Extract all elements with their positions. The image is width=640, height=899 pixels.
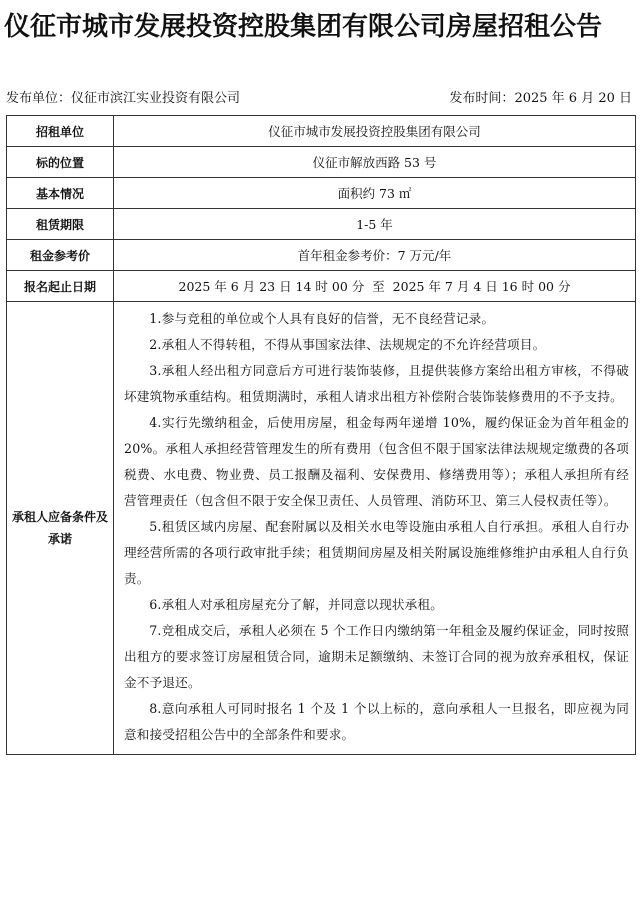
publisher-label: 发布单位： [6,91,72,106]
row-value-registration-period: 2025 年 6 月 23 日 14 时 00 分 至 2025 年 7 月 4 日 16 时 00 分 [114,271,636,302]
condition-item: 2.承租人不得转租，不得从事国家法律、法规规定的不允许经营项目。 [149,337,546,352]
table-row [7,147,636,178]
row-value-location: 仪征市解放西路 53 号 [114,147,636,178]
publish-time-value: 2025 年 6 月 20 日 [514,91,632,106]
publisher-value: 仪征市滨江实业投资有限公司 [71,91,241,106]
row-value-lease-term: 1-5 年 [114,209,636,240]
condition-item: 4.实行先缴纳租金，后使用房屋，租金每两年递增 10%，履约保证金为首年租金的 20%。承租人承担经营管理发生的所有费用（包含但不限于国家法律法规规定缴费的各项税费、水电费、物业费、员工报酬及福利、安保费用、修缮费用等）；承租人承担所有经营管理责任（包含但不限于安全保卫责任、人员管理、消防环卫、第三人侵权责任等）。 [124,415,629,508]
table-row [7,209,636,240]
row-label-reference-rent: 租金参考价 [7,240,114,271]
row-label-tender-unit: 招租单位 [7,116,114,147]
row-value-reference-rent: 首年租金参考价：7 万元/年 [114,240,636,271]
publish-time-label: 发布时间： [449,91,515,106]
condition-item: 5.租赁区域内房屋、配套附属以及相关水电等设施由承租人自行承担。承租人自行办理经营所需的各项行政审批手续；租赁期间房屋及相关附属设施维修维护由承租人自行负责。 [124,519,629,586]
table-row [7,271,636,302]
condition-item: 8.意向承租人可同时报名 1 个及 1 个以上标的，意向承租人一旦报名，即应视为同意和接受招租公告中的全部条件和要求。 [124,701,629,742]
row-value-basic-info: 面积约 73 ㎡ [114,178,636,209]
table-row [7,240,636,271]
row-label-lease-term: 租赁期限 [7,209,114,240]
row-label-registration-period: 报名起止日期 [7,271,114,302]
row-label-basic-info: 基本情况 [7,178,114,209]
conditions-cell [114,302,636,755]
condition-item: 1.参与竞租的单位或个人具有良好的信誉，无不良经营记录。 [149,311,495,326]
page-title: 仪征市城市发展投资控股集团有限公司房屋招租公告 [4,12,603,42]
table-row [7,302,636,755]
publish-time-line [449,87,632,106]
table-row [7,178,636,209]
row-label-conditions: 承租人应备条件及承诺 [7,302,114,755]
publisher-line [6,87,240,106]
condition-item: 7.竞租成交后，承租人必须在 5 个工作日内缴纳第一年租金及履约保证金，同时按照出租方的要求签订房屋租赁合同，逾期未足额缴纳、未签订合同的视为放弃承租权，保证金不予退还。 [124,623,629,690]
condition-item: 6.承租人对承租房屋充分了解，并同意以现状承租。 [149,597,444,612]
row-value-tender-unit: 仪征市城市发展投资控股集团有限公司 [114,116,636,147]
table-row [7,116,636,147]
notice-table [6,115,636,755]
row-label-location: 标的位置 [7,147,114,178]
condition-item: 3.承租人经出租方同意后方可进行装饰装修，且提供装修方案给出租方审核，不得破坏建筑物承重结构。租赁期满时，承租人请求出租方补偿附合装饰装修费用的不予支持。 [124,363,629,404]
